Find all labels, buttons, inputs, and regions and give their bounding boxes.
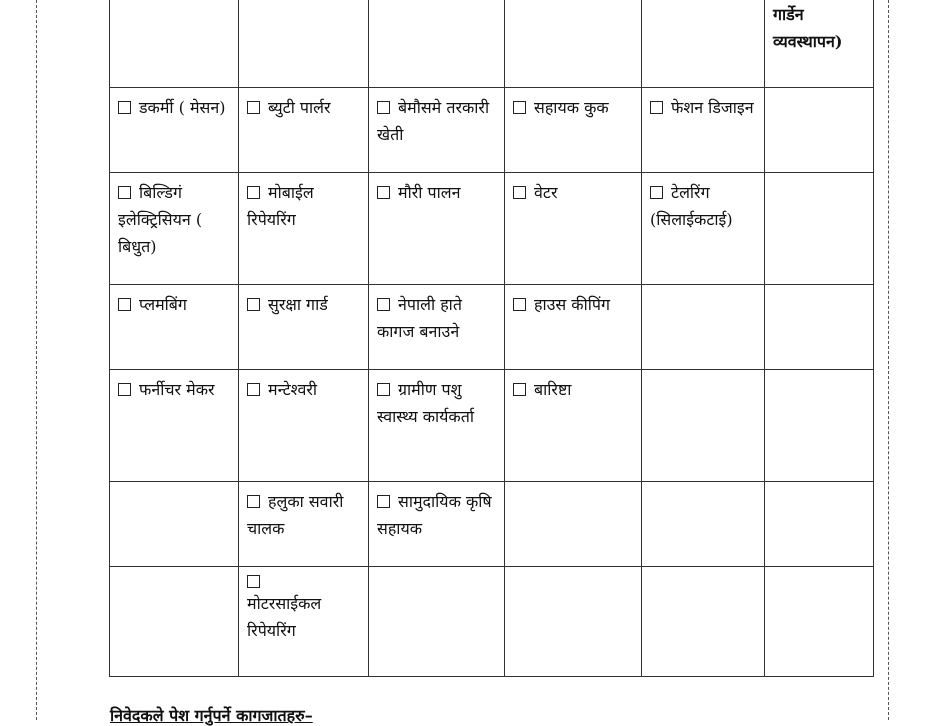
option-cell[interactable]: सामुदायिक कृषि सहायक bbox=[369, 482, 505, 567]
option-cell[interactable]: मौरी पालन bbox=[369, 173, 505, 285]
checkbox[interactable] bbox=[377, 186, 390, 199]
option-cell[interactable]: ग्रामीण पशु स्वास्थ्य कार्यकर्ता bbox=[369, 370, 505, 482]
checkbox[interactable] bbox=[377, 383, 390, 396]
checkbox[interactable] bbox=[650, 186, 663, 199]
page-border-right bbox=[888, 0, 889, 720]
option-cell[interactable]: वेटर bbox=[505, 173, 642, 285]
option-cell[interactable]: फर्नीचर मेकर bbox=[110, 370, 239, 482]
checkbox[interactable] bbox=[513, 298, 526, 311]
option-cell[interactable]: हलुका सवारी चालक bbox=[239, 482, 369, 567]
option-cell[interactable]: मोटरसाईकल रिपेयरिंग bbox=[239, 567, 369, 677]
option-cell[interactable]: फेशन डिजाइन bbox=[642, 88, 765, 173]
checkbox[interactable] bbox=[118, 101, 131, 114]
option-cell[interactable]: डकर्मी ( मेसन) bbox=[110, 88, 239, 173]
checkbox[interactable] bbox=[377, 298, 390, 311]
checkbox[interactable] bbox=[513, 186, 526, 199]
option-cell[interactable]: बेमौसमे तरकारी खेती bbox=[369, 88, 505, 173]
table-row bbox=[110, 0, 874, 88]
checkbox[interactable] bbox=[377, 495, 390, 508]
checkbox[interactable] bbox=[247, 101, 260, 114]
option-cell[interactable]: मन्टेश्वरी bbox=[239, 370, 369, 482]
checkbox[interactable] bbox=[247, 383, 260, 396]
required-documents-heading: निवेदकले पेश गर्नुपर्ने कागजातहरु– bbox=[110, 706, 313, 725]
checkbox[interactable] bbox=[118, 298, 131, 311]
checkbox[interactable] bbox=[118, 186, 131, 199]
training-options-table bbox=[109, 0, 874, 677]
table-row bbox=[110, 567, 874, 677]
option-cell[interactable]: टेलरिंग (सिलाईकटाई) bbox=[642, 173, 765, 285]
checkbox[interactable] bbox=[513, 383, 526, 396]
option-cell[interactable]: सुरक्षा गार्ड bbox=[239, 285, 369, 370]
checkbox[interactable] bbox=[247, 186, 260, 199]
table-row bbox=[110, 285, 874, 370]
table-row bbox=[110, 482, 874, 567]
checkbox[interactable] bbox=[247, 495, 260, 508]
option-cell[interactable]: प्लमबिंग bbox=[110, 285, 239, 370]
option-cell[interactable]: हाउस कीपिंग bbox=[505, 285, 642, 370]
checkbox[interactable] bbox=[377, 101, 390, 114]
checkbox[interactable] bbox=[247, 575, 260, 588]
option-cell[interactable]: बिल्डिगं इलेक्ट्रिसियन ( बिधुत) bbox=[110, 173, 239, 285]
page-border-left bbox=[36, 0, 37, 720]
option-cell[interactable]: ब्युटी पार्लर bbox=[239, 88, 369, 173]
checkbox[interactable] bbox=[247, 298, 260, 311]
checkbox[interactable] bbox=[118, 383, 131, 396]
checkbox[interactable] bbox=[650, 101, 663, 114]
option-cell[interactable]: मोबाईल रिपेयरिंग bbox=[239, 173, 369, 285]
table-row bbox=[110, 88, 874, 173]
table-row bbox=[110, 173, 874, 285]
option-cell[interactable]: सहायक कुक bbox=[505, 88, 642, 173]
option-cell[interactable]: बारिष्टा bbox=[505, 370, 642, 482]
checkbox[interactable] bbox=[513, 101, 526, 114]
option-cell[interactable]: नेपाली हाते कागज बनाउने bbox=[369, 285, 505, 370]
table-row bbox=[110, 370, 874, 482]
header-cell: गार्डेन व्यवस्थापन) bbox=[765, 0, 874, 88]
